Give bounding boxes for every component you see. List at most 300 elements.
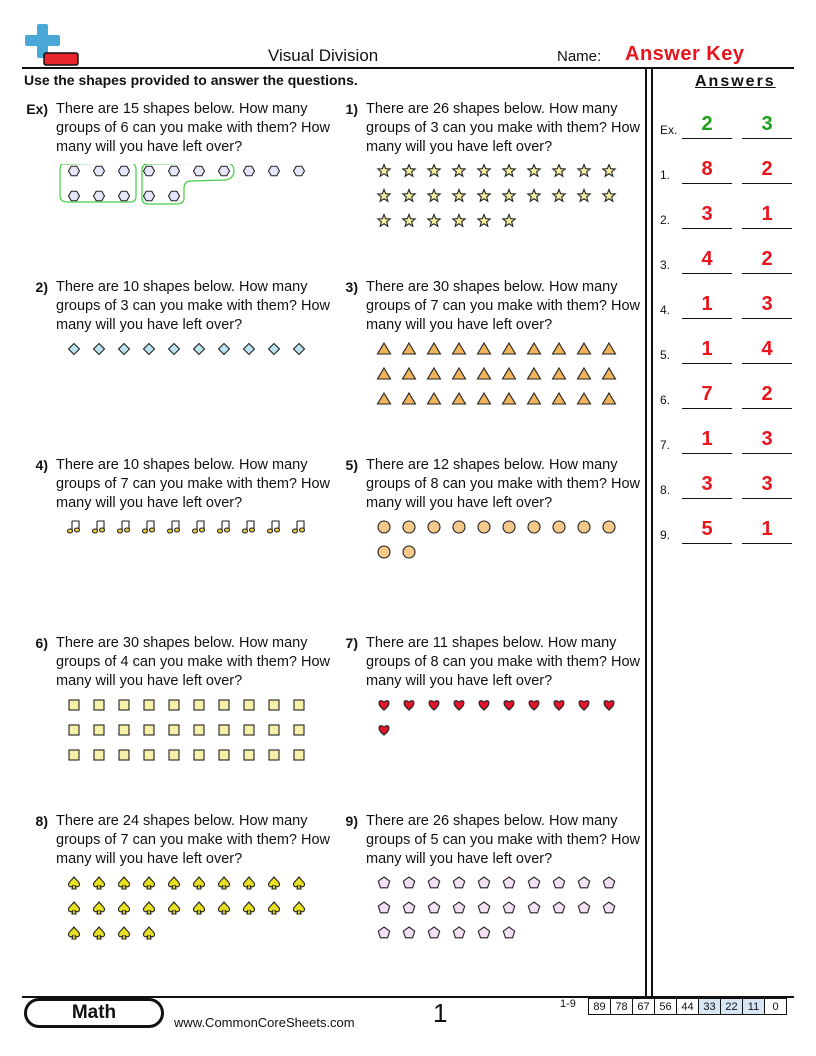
answer-blank-groups <box>682 293 732 319</box>
hexagon-shape-icon <box>194 166 205 176</box>
spade-shape-icon <box>68 902 79 914</box>
square-shape-icon <box>94 725 104 735</box>
heart-shape-icon <box>579 701 589 710</box>
spade-shape-icon <box>93 902 104 914</box>
question-number: 8) <box>35 813 48 829</box>
question-text: There are 26 shapes below. How many groups of 5 can you make with them? How many will you have left over? <box>366 813 641 867</box>
star-shape-icon <box>603 190 615 202</box>
star-shape-icon <box>553 165 565 177</box>
star-shape-icon <box>528 190 540 202</box>
header-divider <box>22 67 794 69</box>
answer-blank-leftover <box>742 338 792 364</box>
pentagon-shape-icon <box>478 927 489 938</box>
circle-shape-icon <box>403 521 415 533</box>
answer-blank-leftover <box>742 158 792 184</box>
pentagon-shape-icon <box>428 877 439 888</box>
triangle-shape-icon <box>528 393 541 404</box>
triangle-shape-icon <box>403 368 416 379</box>
square-shape-icon <box>194 750 204 760</box>
answers-title: Answers <box>695 73 776 90</box>
spade-shape-icon <box>193 902 204 914</box>
question-text: There are 10 shapes below. How many groups of 7 can you make with them? How many will you have left over? <box>56 457 331 511</box>
answer-value-groups: 8 <box>701 158 713 180</box>
square-shape-icon <box>294 700 304 710</box>
shape-group <box>24 876 324 966</box>
spade-shape-icon <box>68 927 79 939</box>
website-text: www.CommonCoreSheets.com <box>174 1015 355 1030</box>
hexagon-shape-icon <box>244 166 255 176</box>
question-number: 4) <box>35 457 48 473</box>
triangle-shape-icon <box>478 368 491 379</box>
question-number: Ex) <box>26 101 48 117</box>
hexagon-shape-icon <box>294 166 305 176</box>
square-shape-icon <box>169 725 179 735</box>
square-shape-icon <box>219 700 229 710</box>
answer-value-groups: 4 <box>701 248 713 270</box>
circle-shape-icon <box>553 521 565 533</box>
pentagon-shape-icon <box>453 877 464 888</box>
heart-shape-icon <box>379 701 389 710</box>
square-shape-icon <box>219 750 229 760</box>
spade-shape-icon <box>218 902 229 914</box>
question-item <box>334 100 640 270</box>
triangle-shape-icon <box>378 368 391 379</box>
answer-row <box>660 459 796 499</box>
pentagon-shape-icon <box>403 877 414 888</box>
answer-value-leftover: 2 <box>761 383 773 405</box>
square-shape-icon <box>169 700 179 710</box>
question-number: 2) <box>35 279 48 295</box>
triangle-shape-icon <box>378 343 391 354</box>
heart-shape-icon <box>404 701 414 710</box>
answer-value-leftover: 2 <box>761 158 773 180</box>
star-shape-icon <box>528 165 540 177</box>
score-cell: 67 <box>633 999 655 1015</box>
question-text: There are 11 shapes below. How many groups of 8 can you make with them? How many will you have left over? <box>366 635 641 689</box>
score-cell: 11 <box>743 999 765 1015</box>
triangle-shape-icon <box>403 393 416 404</box>
square-shape-icon <box>94 750 104 760</box>
question-number: 1) <box>345 101 358 117</box>
pentagon-shape-icon <box>503 902 514 913</box>
pentagon-shape-icon <box>428 927 439 938</box>
answer-blank-leftover <box>742 383 792 409</box>
answer-blank-groups <box>682 203 732 229</box>
square-shape-icon <box>119 725 129 735</box>
answer-blank-groups <box>682 428 732 454</box>
question-number: 7) <box>345 635 358 651</box>
question-item <box>334 812 640 982</box>
answer-value-groups: 3 <box>701 473 713 495</box>
hexagon-shape-icon <box>119 191 130 201</box>
triangle-shape-icon <box>453 368 466 379</box>
square-shape-icon <box>194 700 204 710</box>
square-shape-icon <box>269 750 279 760</box>
star-shape-icon <box>553 190 565 202</box>
circle-shape-icon <box>503 521 515 533</box>
triangle-shape-icon <box>578 368 591 379</box>
star-shape-icon <box>453 215 465 227</box>
square-shape-icon <box>144 725 154 735</box>
note-shape-icon <box>93 521 105 533</box>
triangle-shape-icon <box>428 393 441 404</box>
triangle-shape-icon <box>428 368 441 379</box>
answer-blank-groups <box>682 113 732 139</box>
diamond-shape-icon <box>244 344 255 355</box>
pentagon-shape-icon <box>503 877 514 888</box>
hexagon-shape-icon <box>144 191 155 201</box>
shape-group <box>24 342 324 432</box>
hexagon-shape-icon <box>219 166 230 176</box>
page-number: 1 <box>433 998 448 1028</box>
shape-group <box>334 698 634 788</box>
triangle-shape-icon <box>403 343 416 354</box>
pentagon-shape-icon <box>378 927 389 938</box>
answer-value-groups: 3 <box>701 203 713 225</box>
heart-shape-icon <box>529 701 539 710</box>
question-number: 3) <box>345 279 358 295</box>
shape-group <box>334 876 634 966</box>
answer-value-groups: 2 <box>701 113 713 135</box>
circle-shape-icon <box>528 521 540 533</box>
pentagon-shape-icon <box>403 927 414 938</box>
square-shape-icon <box>94 700 104 710</box>
star-shape-icon <box>453 190 465 202</box>
spade-shape-icon <box>118 902 129 914</box>
score-table <box>588 998 787 1015</box>
hexagon-shape-icon <box>94 191 105 201</box>
note-shape-icon <box>293 521 305 533</box>
answer-blank-leftover <box>742 473 792 499</box>
question-text: There are 24 shapes below. How many groups of 7 can you make with them? How many will you have left over? <box>56 813 331 867</box>
hexagon-shape-icon <box>144 166 155 176</box>
score-range-label: 1-9 <box>560 998 576 1010</box>
answer-value-leftover: 1 <box>761 203 773 225</box>
heart-shape-icon <box>604 701 614 710</box>
hexagon-shape-icon <box>119 166 130 176</box>
star-shape-icon <box>578 165 590 177</box>
note-shape-icon <box>243 521 255 533</box>
star-shape-icon <box>403 190 415 202</box>
heart-shape-icon <box>454 701 464 710</box>
pentagon-shape-icon <box>578 877 589 888</box>
hexagon-shape-icon <box>94 166 105 176</box>
spade-shape-icon <box>293 902 304 914</box>
triangle-shape-icon <box>603 393 616 404</box>
question-item <box>24 278 330 448</box>
square-shape-icon <box>244 725 254 735</box>
triangle-shape-icon <box>603 368 616 379</box>
question-item <box>24 456 330 626</box>
page-title: Visual Division <box>268 46 379 65</box>
star-shape-icon <box>603 165 615 177</box>
pentagon-shape-icon <box>403 902 414 913</box>
spade-shape-icon <box>118 877 129 889</box>
answer-row <box>660 189 796 229</box>
triangle-shape-icon <box>578 393 591 404</box>
triangle-shape-icon <box>553 368 566 379</box>
answer-blank-groups <box>682 383 732 409</box>
diamond-shape-icon <box>219 344 230 355</box>
hexagon-shape-icon <box>69 191 80 201</box>
score-cell: 22 <box>721 999 743 1015</box>
answer-value-groups: 1 <box>701 428 713 450</box>
spade-shape-icon <box>93 877 104 889</box>
answer-blank-leftover <box>742 203 792 229</box>
subject-badge: Math <box>24 998 164 1028</box>
spade-shape-icon <box>93 927 104 939</box>
diamond-shape-icon <box>69 344 80 355</box>
square-shape-icon <box>269 700 279 710</box>
triangle-shape-icon <box>503 343 516 354</box>
note-shape-icon <box>218 521 230 533</box>
pentagon-shape-icon <box>603 902 614 913</box>
question-item <box>334 278 640 448</box>
note-shape-icon <box>268 521 280 533</box>
star-shape-icon <box>428 190 440 202</box>
name-label: Name: <box>557 48 602 65</box>
shape-group <box>334 520 634 610</box>
square-shape-icon <box>119 700 129 710</box>
diamond-shape-icon <box>294 344 305 355</box>
square-shape-icon <box>69 725 79 735</box>
star-shape-icon <box>503 165 515 177</box>
pentagon-shape-icon <box>578 902 589 913</box>
spade-shape-icon <box>193 877 204 889</box>
triangle-shape-icon <box>378 393 391 404</box>
plus-minus-logo-icon <box>24 22 80 68</box>
hexagon-shape-icon <box>169 191 180 201</box>
answer-row <box>660 99 796 139</box>
answer-value-leftover: 2 <box>761 248 773 270</box>
answer-row <box>660 324 796 364</box>
answer-label: 4. <box>660 303 671 317</box>
triangle-shape-icon <box>553 393 566 404</box>
answer-label: Ex. <box>660 123 678 137</box>
heart-shape-icon <box>379 726 389 735</box>
square-shape-icon <box>294 750 304 760</box>
star-shape-icon <box>578 190 590 202</box>
square-shape-icon <box>69 700 79 710</box>
triangle-shape-icon <box>553 343 566 354</box>
triangle-shape-icon <box>478 393 491 404</box>
square-shape-icon <box>244 750 254 760</box>
shape-group <box>24 520 324 610</box>
star-shape-icon <box>428 165 440 177</box>
star-shape-icon <box>453 165 465 177</box>
circle-shape-icon <box>603 521 615 533</box>
answer-label: 5. <box>660 348 671 362</box>
spade-shape-icon <box>293 877 304 889</box>
spade-shape-icon <box>243 902 254 914</box>
question-item <box>334 634 640 804</box>
answer-blank-groups <box>682 248 732 274</box>
pentagon-shape-icon <box>478 877 489 888</box>
spade-shape-icon <box>268 902 279 914</box>
score-cell: 33 <box>699 999 721 1015</box>
score-cell: 44 <box>677 999 699 1015</box>
score-cell: 56 <box>655 999 677 1015</box>
triangle-shape-icon <box>428 343 441 354</box>
heart-shape-icon <box>479 701 489 710</box>
question-item <box>24 634 330 804</box>
answer-value-leftover: 4 <box>761 338 773 360</box>
circle-shape-icon <box>453 521 465 533</box>
star-shape-icon <box>378 215 390 227</box>
spade-shape-icon <box>68 877 79 889</box>
star-shape-icon <box>378 190 390 202</box>
question-item <box>24 812 330 982</box>
circle-shape-icon <box>378 546 390 558</box>
diamond-shape-icon <box>94 344 105 355</box>
score-cell: 78 <box>611 999 633 1015</box>
hexagon-shape-icon <box>69 166 80 176</box>
square-shape-icon <box>144 700 154 710</box>
shape-group <box>24 698 324 788</box>
question-text: There are 10 shapes below. How many groups of 3 can you make with them? How many will you have left over? <box>56 279 331 333</box>
answer-blank-leftover <box>742 113 792 139</box>
square-shape-icon <box>169 750 179 760</box>
circle-shape-icon <box>478 521 490 533</box>
spade-shape-icon <box>143 877 154 889</box>
spade-shape-icon <box>168 902 179 914</box>
answer-blank-leftover <box>742 518 792 544</box>
pentagon-shape-icon <box>378 877 389 888</box>
answer-label: 2. <box>660 213 671 227</box>
diamond-shape-icon <box>169 344 180 355</box>
answer-blank-groups <box>682 518 732 544</box>
shape-group <box>334 164 634 254</box>
pentagon-shape-icon <box>528 877 539 888</box>
triangle-shape-icon <box>528 368 541 379</box>
answer-row <box>660 504 796 544</box>
diamond-shape-icon <box>269 344 280 355</box>
spade-shape-icon <box>143 902 154 914</box>
score-cell: 0 <box>765 999 787 1015</box>
note-shape-icon <box>68 521 80 533</box>
diamond-shape-icon <box>144 344 155 355</box>
pentagon-shape-icon <box>453 927 464 938</box>
pentagon-shape-icon <box>528 902 539 913</box>
heart-shape-icon <box>554 701 564 710</box>
question-text: There are 26 shapes below. How many groups of 3 can you make with them? How many will you have left over? <box>366 101 641 155</box>
question-number: 9) <box>345 813 358 829</box>
square-shape-icon <box>119 750 129 760</box>
diamond-shape-icon <box>119 344 130 355</box>
answer-value-groups: 5 <box>701 518 713 540</box>
answer-value-leftover: 3 <box>761 428 773 450</box>
answer-value-groups: 7 <box>701 383 713 405</box>
answer-row <box>660 414 796 454</box>
answer-label: 9. <box>660 528 671 542</box>
question-item <box>24 100 330 270</box>
triangle-shape-icon <box>528 343 541 354</box>
circle-shape-icon <box>378 521 390 533</box>
answer-row <box>660 279 796 319</box>
star-shape-icon <box>428 215 440 227</box>
answer-blank-leftover <box>742 428 792 454</box>
pentagon-shape-icon <box>453 902 464 913</box>
pentagon-shape-icon <box>378 902 389 913</box>
spade-shape-icon <box>243 877 254 889</box>
shape-group <box>24 164 324 254</box>
star-shape-icon <box>478 165 490 177</box>
triangle-shape-icon <box>503 393 516 404</box>
note-shape-icon <box>143 521 155 533</box>
triangle-shape-icon <box>478 343 491 354</box>
star-shape-icon <box>503 190 515 202</box>
pentagon-shape-icon <box>478 902 489 913</box>
triangle-shape-icon <box>578 343 591 354</box>
column-divider <box>651 68 653 996</box>
answer-label: 8. <box>660 483 671 497</box>
answer-row <box>660 144 796 184</box>
triangle-shape-icon <box>453 343 466 354</box>
answer-blank-groups <box>682 338 732 364</box>
heart-shape-icon <box>504 701 514 710</box>
shape-group <box>334 342 634 432</box>
question-text: There are 15 shapes below. How many groups of 6 can you make with them? How many will you have left over? <box>56 101 331 155</box>
answer-blank-leftover <box>742 248 792 274</box>
pentagon-shape-icon <box>553 902 564 913</box>
answer-row <box>660 369 796 409</box>
spade-shape-icon <box>268 877 279 889</box>
answer-value-groups: 1 <box>701 338 713 360</box>
question-text: There are 12 shapes below. How many groups of 8 can you make with them? How many will you have left over? <box>366 457 641 511</box>
diamond-shape-icon <box>194 344 205 355</box>
answer-blank-groups <box>682 473 732 499</box>
square-shape-icon <box>219 725 229 735</box>
star-shape-icon <box>503 215 515 227</box>
circle-shape-icon <box>428 521 440 533</box>
hexagon-shape-icon <box>269 166 280 176</box>
square-shape-icon <box>269 725 279 735</box>
question-item <box>334 456 640 626</box>
instructions: Use the shapes provided to answer the questions. <box>24 72 358 88</box>
note-shape-icon <box>118 521 130 533</box>
question-text: There are 30 shapes below. How many groups of 4 can you make with them? How many will you have left over? <box>56 635 331 689</box>
question-number: 5) <box>345 457 358 473</box>
circle-shape-icon <box>578 521 590 533</box>
triangle-shape-icon <box>503 368 516 379</box>
spade-shape-icon <box>143 927 154 939</box>
spade-shape-icon <box>218 877 229 889</box>
answer-label: 6. <box>660 393 671 407</box>
triangle-shape-icon <box>603 343 616 354</box>
star-shape-icon <box>378 165 390 177</box>
triangle-shape-icon <box>453 393 466 404</box>
answer-blank-groups <box>682 158 732 184</box>
star-shape-icon <box>478 215 490 227</box>
star-shape-icon <box>403 165 415 177</box>
answer-row <box>660 234 796 274</box>
answer-label: 3. <box>660 258 671 272</box>
question-text: There are 30 shapes below. How many groups of 7 can you make with them? How many will you have left over? <box>366 279 641 333</box>
answer-label: 7. <box>660 438 671 452</box>
square-shape-icon <box>294 725 304 735</box>
pentagon-shape-icon <box>603 877 614 888</box>
square-shape-icon <box>144 750 154 760</box>
square-shape-icon <box>69 750 79 760</box>
answer-blank-leftover <box>742 293 792 319</box>
note-shape-icon <box>168 521 180 533</box>
score-cell: 89 <box>589 999 611 1015</box>
question-number: 6) <box>35 635 48 651</box>
answer-value-groups: 1 <box>701 293 713 315</box>
heart-shape-icon <box>429 701 439 710</box>
note-shape-icon <box>193 521 205 533</box>
answer-value-leftover: 3 <box>761 293 773 315</box>
